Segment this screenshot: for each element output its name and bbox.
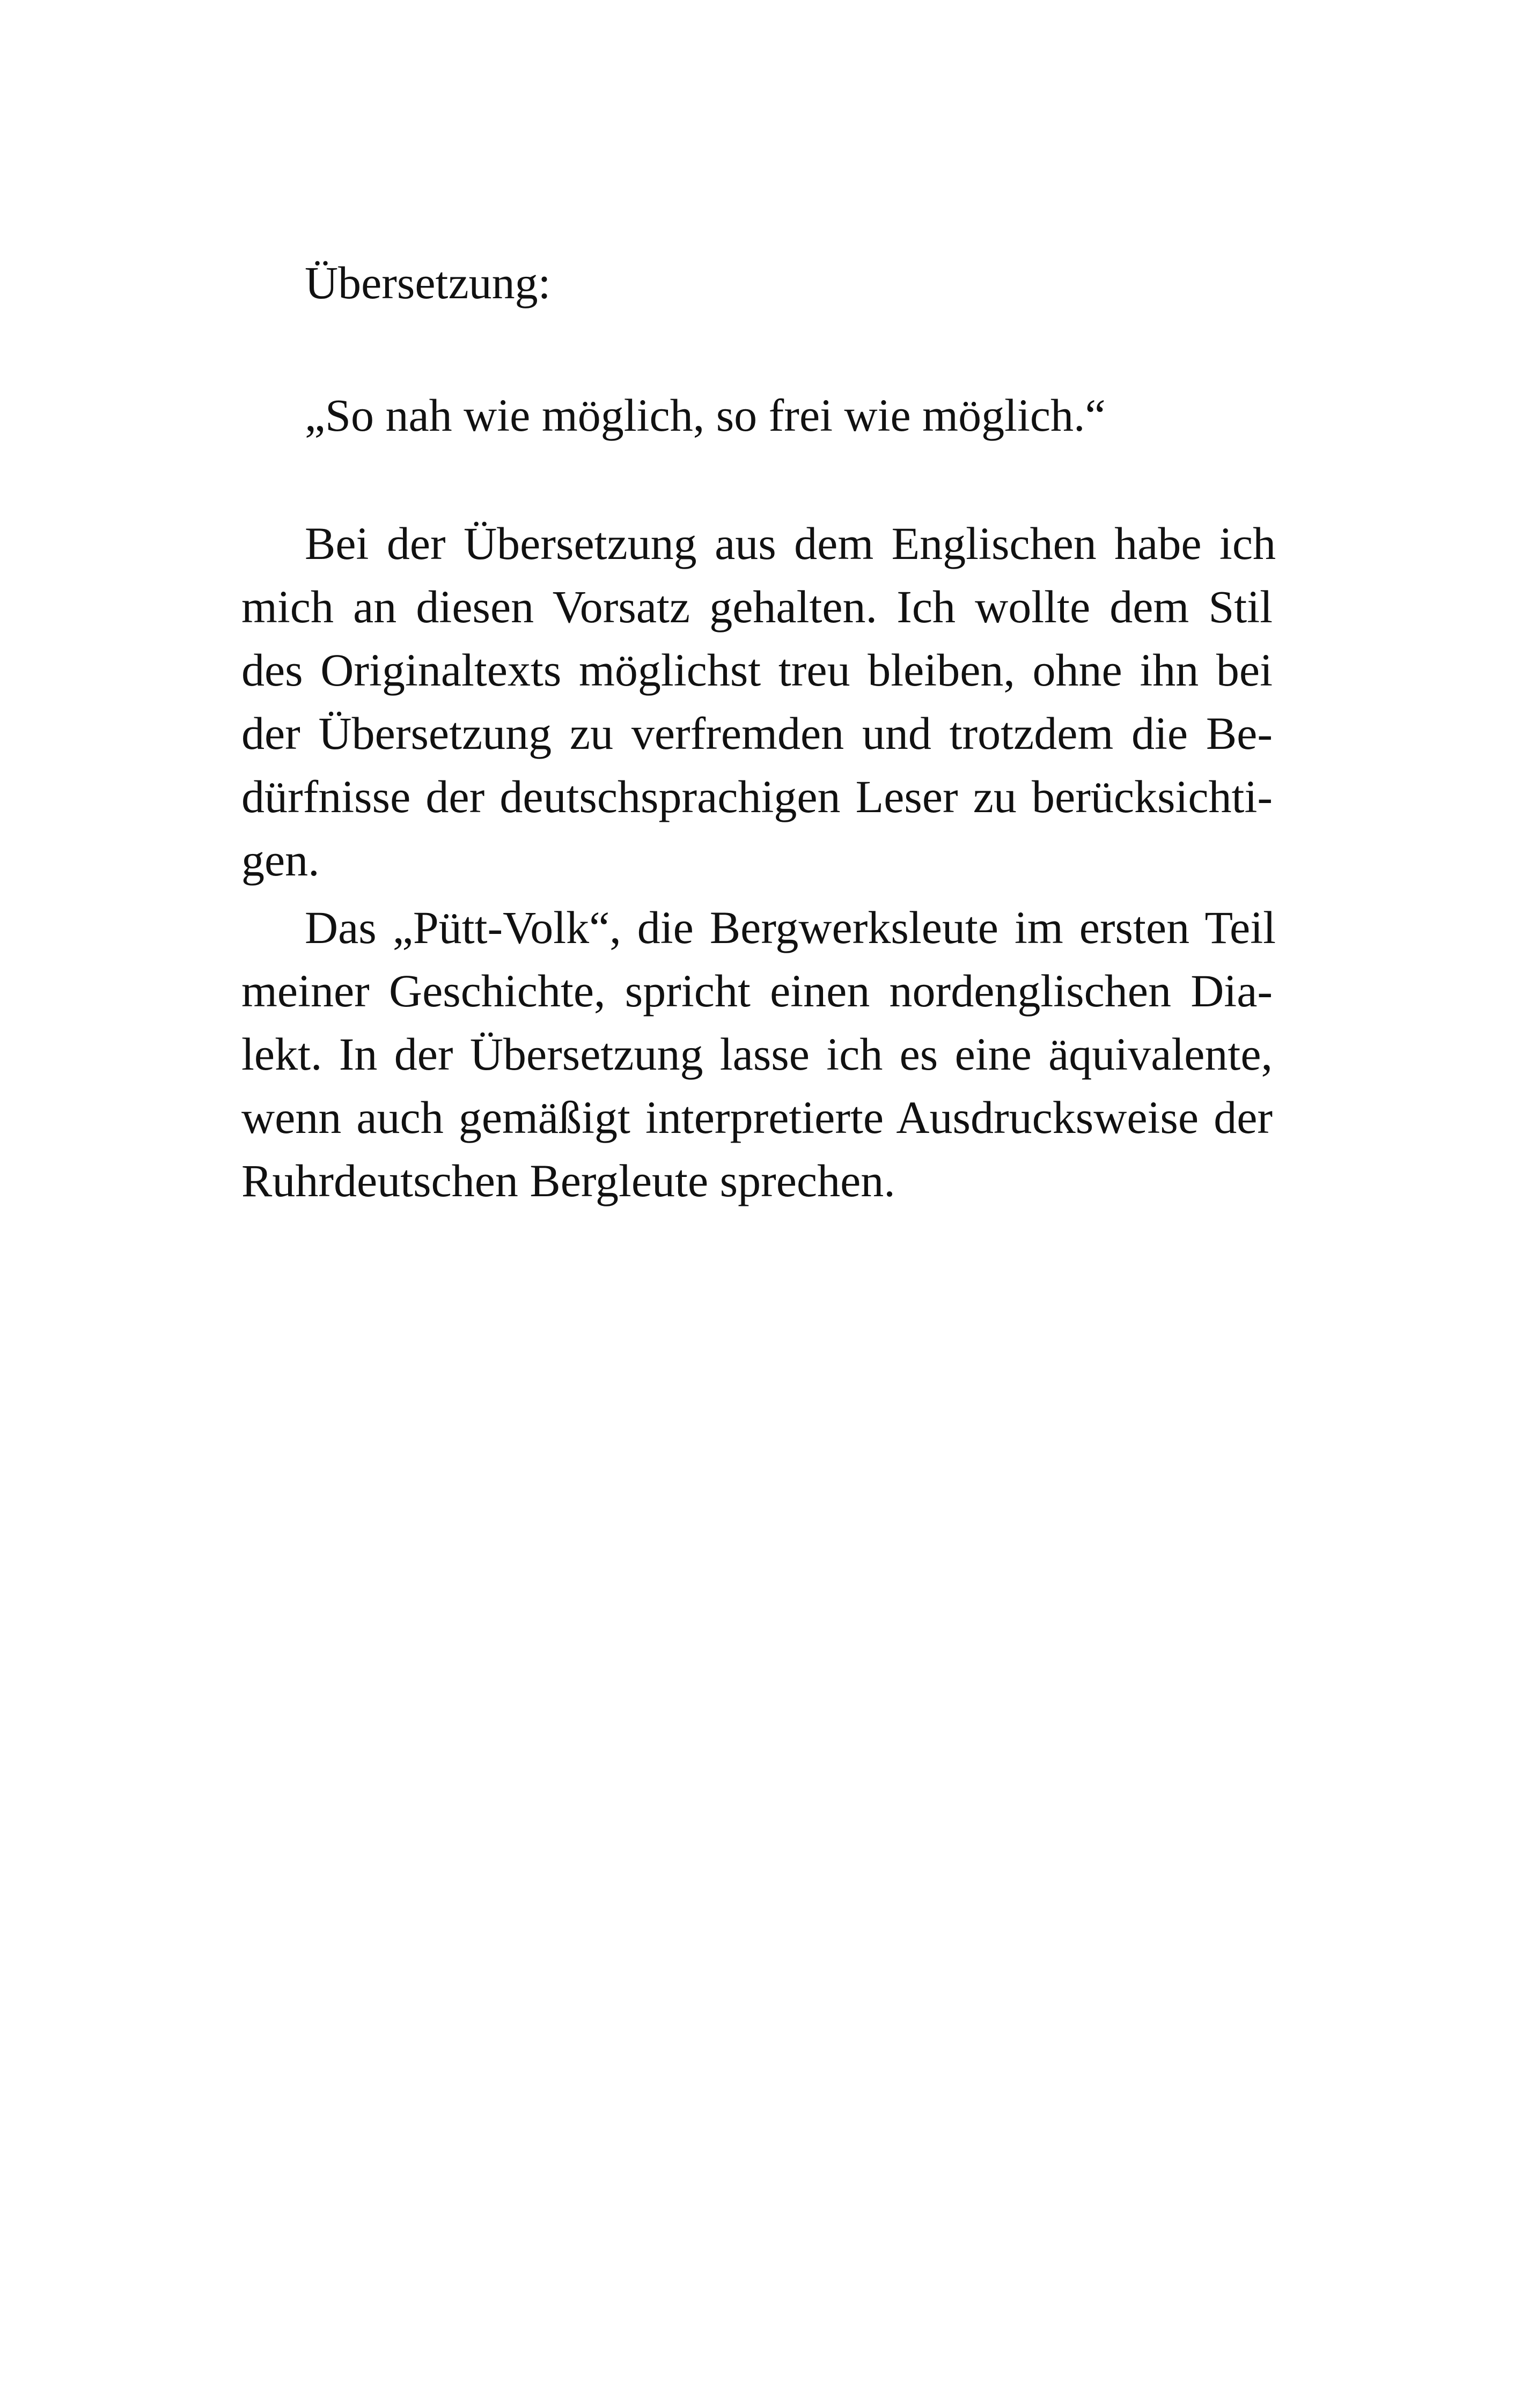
paragraph-1-line-1: Bei der Übersetzung aus dem Englischen habe ich xyxy=(305,518,1276,569)
paragraph-2-line-5: Ruhrdeutschen Bergleute sprechen. xyxy=(241,1155,895,1206)
paragraph-2-line-3: lekt. In der Übersetzung lasse ich es eine äquivalente, xyxy=(241,1028,1273,1080)
paragraph-1-line-2: mich an diesen Vorsatz gehalten. Ich wollte dem Stil xyxy=(241,581,1273,632)
paragraph-1-line-3: des Originaltexts möglichst treu bleiben, ohne ihn bei xyxy=(241,644,1273,696)
paragraph-2-line-1: Das „Pütt-Volk“, die Bergwerksleute im ersten Teil xyxy=(305,902,1276,953)
paragraph-2-line-4: wenn auch gemäßigt interpretierte Ausdrucksweise der xyxy=(241,1092,1273,1143)
paragraph-1-line-6: gen. xyxy=(241,834,320,886)
heading: Übersetzung: xyxy=(305,257,551,308)
motto-quote: „So nah wie möglich, so frei wie möglich.“ xyxy=(305,389,1106,441)
paragraph-1-line-4: der Übersetzung zu verfremden und trotzdem die Be- xyxy=(241,708,1273,759)
paragraph-2-line-2: meiner Geschichte, spricht einen nordenglischen Dia- xyxy=(241,965,1273,1017)
paragraph-1-line-5: dürfnisse der deutschsprachigen Leser zu berücksichti- xyxy=(241,771,1273,822)
page-text xyxy=(0,0,1276,1206)
